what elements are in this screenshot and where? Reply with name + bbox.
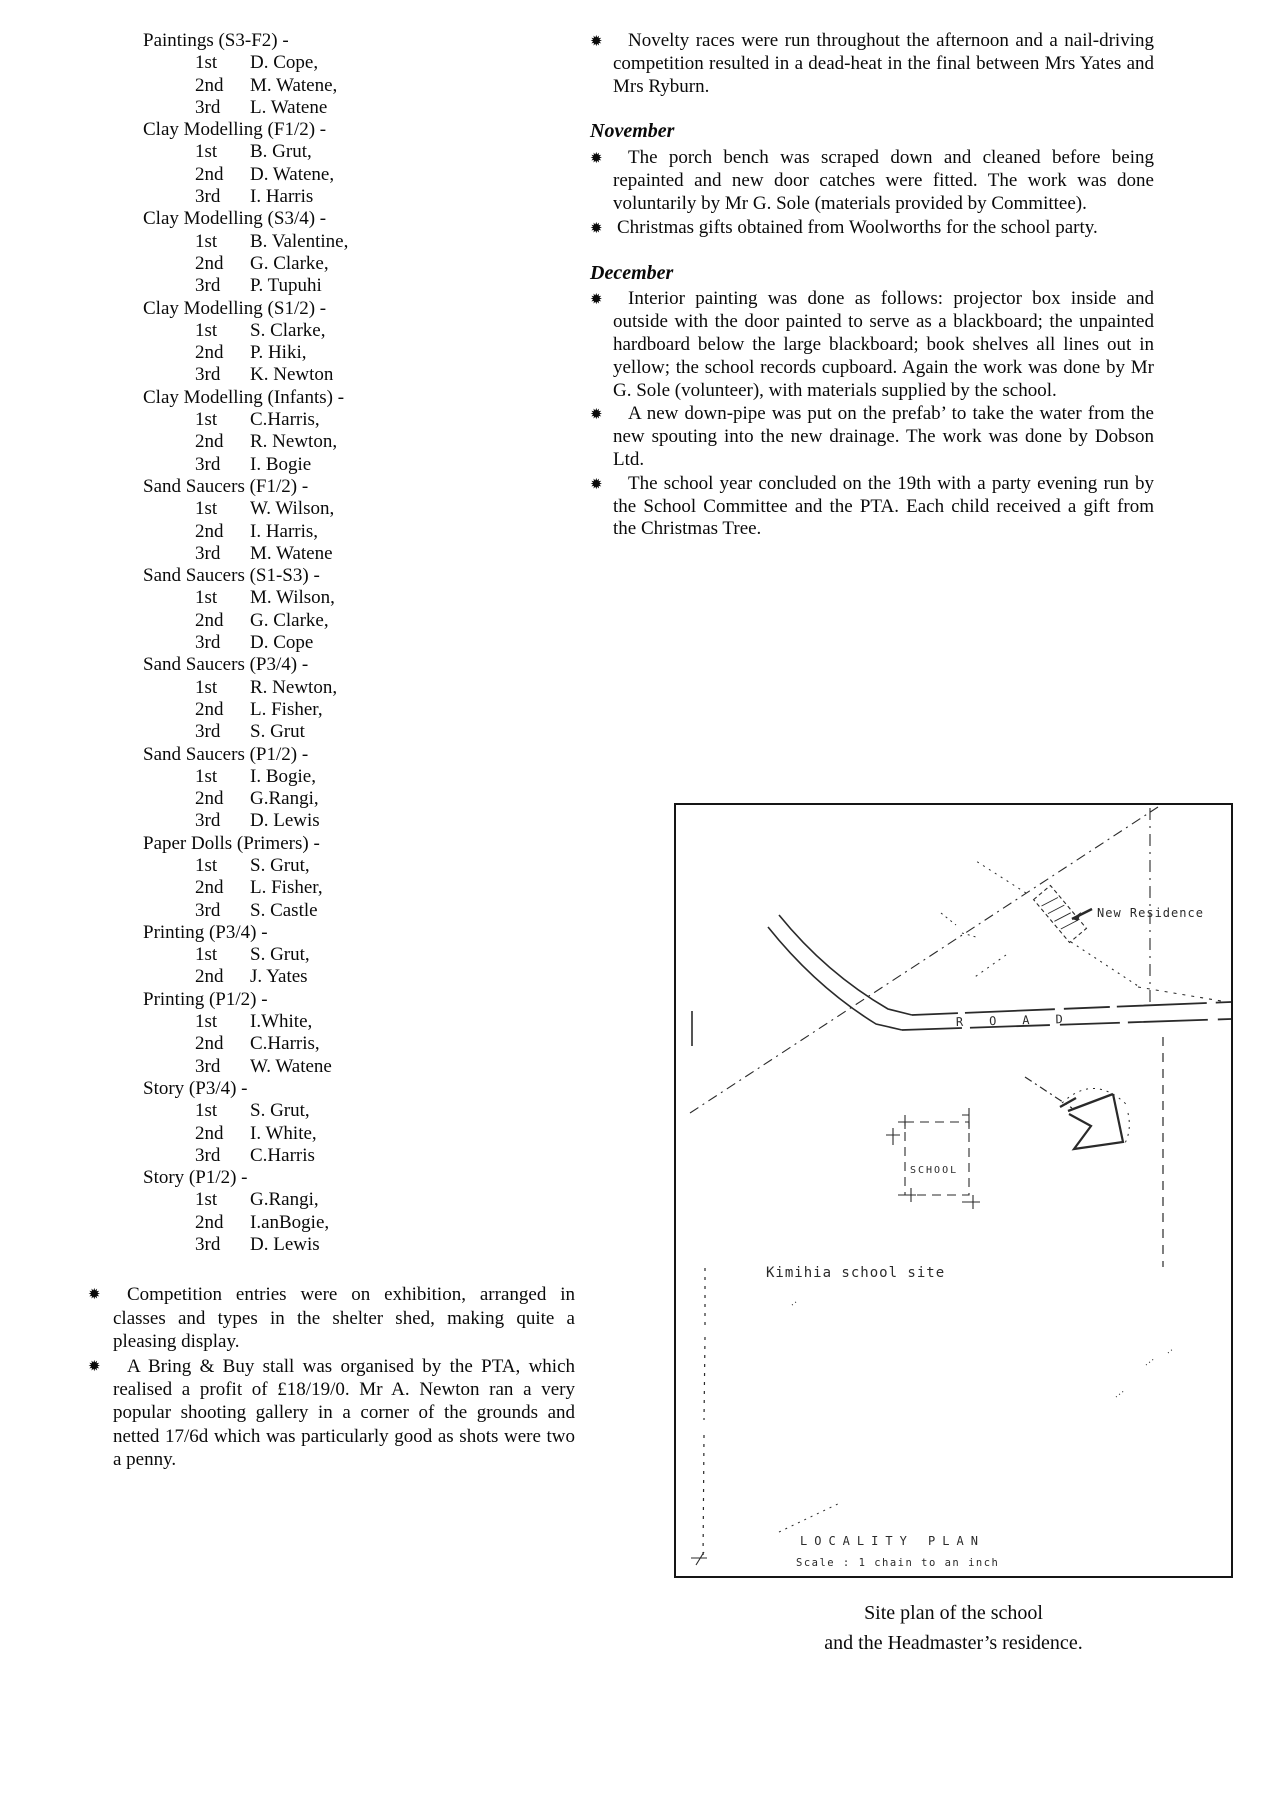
north-arrow: [1025, 1077, 1129, 1149]
result-category: [143, 1167, 580, 1256]
place-position: 1st: [195, 587, 218, 609]
place-row: [143, 521, 580, 543]
place-position: 2nd: [195, 1033, 224, 1055]
place-name: J. Yates: [250, 966, 308, 988]
place-name: I.White,: [250, 1011, 313, 1033]
result-category: [143, 208, 580, 297]
bullet-item: [590, 30, 1260, 98]
left-boundary-dots: [703, 1268, 705, 1560]
bullet-text: The porch bench was scraped down and cleaned before being repainted and new door catches were fitted. The work was done voluntarily by Mr G. Sole (materials provided by Committee).: [613, 147, 1154, 214]
result-category: [143, 119, 580, 208]
place-position: 1st: [195, 319, 218, 341]
place-position: 2nd: [195, 163, 224, 185]
place-name: D. Cope,: [250, 52, 319, 74]
place-row: [143, 966, 580, 988]
place-row: [143, 186, 580, 208]
label-new-residence: New Residence: [1097, 906, 1204, 920]
place-position: 3rd: [195, 364, 221, 386]
place-position: 3rd: [195, 1234, 221, 1256]
survey-mark-lines: [941, 913, 976, 937]
place-position: 2nd: [195, 877, 224, 899]
place-row: [143, 1011, 580, 1033]
bullet-item: [88, 1355, 580, 1471]
residence-fan-line-3: [976, 861, 1026, 893]
place-row: [143, 810, 580, 832]
place-position: 3rd: [195, 453, 221, 475]
place-position: 3rd: [195, 96, 221, 118]
place-row: [143, 231, 580, 253]
bullet-text: Interior painting was done as follows: projector box inside and outside with the door painted to serve as a blackboard; the unpainted hardboard below the large blackboard; book shelves all lines out in yellow; the school records cupboard. Again the work was done by Mr G. Sole (volunteer), with materials supplied by the school.: [613, 288, 1154, 401]
place-row: [143, 364, 580, 386]
boundary-line: [690, 807, 1158, 1113]
school-outline: [886, 1108, 980, 1209]
bullet-star-icon: ✹: [590, 405, 603, 424]
place-row: [143, 253, 580, 275]
bullet-star-icon: ✹: [590, 149, 603, 168]
place-name: L. Fisher,: [250, 698, 323, 720]
place-row: [143, 320, 580, 342]
place-position: 1st: [195, 676, 218, 698]
result-category: [143, 565, 580, 654]
place-row: [143, 1189, 580, 1211]
place-position: 3rd: [195, 1144, 221, 1166]
category-title: Sand Saucers (S1-S3) -: [143, 565, 320, 587]
place-name: C.Harris,: [250, 1033, 320, 1055]
bullet-item: [590, 147, 1260, 215]
result-category: [143, 744, 580, 833]
place-row: [143, 141, 580, 163]
survey-dots: [792, 1302, 1174, 1397]
place-name: G. Clarke,: [250, 252, 329, 274]
place-row: [143, 275, 580, 297]
place-position: 2nd: [195, 431, 224, 453]
place-name: I. White,: [250, 1122, 317, 1144]
place-position: 1st: [195, 1100, 218, 1122]
plan-title-dots: [779, 1502, 842, 1532]
place-name: K. Newton: [250, 364, 334, 386]
results-list: [88, 30, 580, 1256]
place-row: [143, 721, 580, 743]
place-name: P. Tupuhi: [250, 275, 322, 297]
result-category: [143, 989, 580, 1078]
place-position: 3rd: [195, 810, 221, 832]
result-category: [143, 654, 580, 743]
result-category: [143, 30, 580, 119]
place-name: P. Hiki,: [250, 342, 307, 364]
place-row: [143, 454, 580, 476]
place-position: 2nd: [195, 342, 224, 364]
place-row: [143, 431, 580, 453]
category-title: Clay Modelling (F1/2) -: [143, 119, 327, 141]
bullet-star-icon: ✹: [590, 218, 603, 237]
road-line-upper: [779, 915, 912, 1015]
caption-line-1: Site plan of the school: [864, 1602, 1043, 1624]
place-position: 3rd: [195, 899, 221, 921]
category-title: Clay Modelling (Infants) -: [143, 386, 345, 408]
right-column-flow: [590, 30, 1260, 542]
place-name: L. Watene: [250, 96, 328, 118]
place-row: [143, 1123, 580, 1145]
place-position: 2nd: [195, 1122, 224, 1144]
left-column: [88, 30, 580, 1473]
place-name: G.Rangi,: [250, 1189, 319, 1211]
place-row: [143, 877, 580, 899]
section-heading: December: [590, 261, 674, 284]
place-position: 3rd: [195, 1055, 221, 1077]
place-name: I. Bogie: [250, 453, 312, 475]
label-plan-title: LOCALITY PLAN: [800, 1534, 985, 1548]
place-name: D. Cope: [250, 632, 314, 654]
bullet-item: [88, 1283, 580, 1353]
result-category: [143, 1078, 580, 1167]
place-name: S. Castle: [250, 899, 318, 921]
result-category: [143, 476, 580, 565]
place-name: D. Lewis: [250, 1234, 320, 1256]
place-row: [143, 1145, 580, 1167]
place-name: M. Watene: [250, 542, 333, 564]
bullet-star-icon: ✹: [590, 474, 603, 493]
place-name: S. Clarke,: [250, 319, 326, 341]
place-name: D. Lewis: [250, 810, 320, 832]
place-name: I.anBogie,: [250, 1211, 330, 1233]
place-name: I. Harris: [250, 186, 314, 208]
place-position: 2nd: [195, 788, 224, 810]
figure-box: [674, 803, 1233, 1578]
bullet-star-icon: ✹: [88, 1356, 101, 1375]
place-position: 1st: [195, 230, 218, 252]
category-title: Paper Dolls (Primers) -: [143, 832, 320, 854]
left-bullets: [88, 1283, 580, 1471]
bullet-item: [590, 217, 1260, 240]
place-position: 1st: [195, 409, 218, 431]
place-position: 3rd: [195, 632, 221, 654]
bullet-text: A new down-pipe was put on the prefab’ to take the water from the new spouting into the new drainage. The work was done by Dobson Ltd.: [613, 403, 1154, 470]
place-row: [143, 1212, 580, 1234]
place-name: S. Grut,: [250, 854, 310, 876]
category-title: Printing (P3/4) -: [143, 921, 268, 943]
place-row: [143, 409, 580, 431]
figure-caption: [674, 1598, 1233, 1658]
place-name: M. Wilson,: [250, 587, 335, 609]
place-name: I. Bogie,: [250, 765, 316, 787]
place-name: W. Wilson,: [250, 498, 335, 520]
result-category: [143, 387, 580, 476]
category-title: Printing (P1/2) -: [143, 988, 268, 1010]
bullet-text: The school year concluded on the 19th with a party evening run by the School Committee and the PTA. Each child received a gift from the Christmas Tree.: [613, 472, 1154, 540]
residence-fan-line-4: [972, 955, 1006, 979]
place-name: C.Harris: [250, 1144, 315, 1166]
category-title: Clay Modelling (S3/4) -: [143, 208, 327, 230]
place-row: [143, 699, 580, 721]
place-name: B. Grut,: [250, 141, 312, 163]
place-row: [143, 543, 580, 565]
bullet-item: [590, 288, 1260, 402]
place-position: 3rd: [195, 275, 221, 297]
bullet-text: A Bring & Buy stall was organised by the PTA, which realised a profit of £18/19/0. Mr A. Newton ran a very popular shooting gallery in a corner of the grounds and netted 17/6d which was particularly good as shots were two a penny.: [113, 1355, 575, 1470]
residence-fan-line-1: [1071, 942, 1138, 986]
place-position: 1st: [195, 765, 218, 787]
bullet-text: Competition entries were on exhibition, arranged in classes and types in the shelter shed, making quite a pleasing display.: [113, 1284, 575, 1352]
place-row: [143, 1056, 580, 1078]
site-plan-svg: [676, 805, 1231, 1576]
category-title: Sand Saucers (P1/2) -: [143, 743, 309, 765]
bullet-item: [590, 403, 1260, 471]
label-school-site: Kimihia school site: [766, 1265, 946, 1281]
place-position: 3rd: [195, 542, 221, 564]
place-position: 1st: [195, 141, 218, 163]
place-name: G.Rangi,: [250, 788, 319, 810]
place-row: [143, 498, 580, 520]
road-line-lower: [768, 927, 902, 1030]
place-row: [143, 342, 580, 364]
place-position: 3rd: [195, 186, 221, 208]
bullet-item: [590, 473, 1260, 541]
place-position: 1st: [195, 1011, 218, 1033]
caption-line-2: and the Headmaster’s residence.: [824, 1632, 1083, 1654]
place-row: [143, 610, 580, 632]
bullet-star-icon: ✹: [590, 32, 603, 50]
result-category: [143, 298, 580, 387]
place-position: 1st: [195, 1189, 218, 1211]
place-row: [143, 75, 580, 97]
place-position: 2nd: [195, 520, 224, 542]
section-heading: November: [590, 120, 675, 143]
place-position: 3rd: [195, 721, 221, 743]
result-category: [143, 922, 580, 989]
place-position: 1st: [195, 854, 218, 876]
place-row: [143, 97, 580, 119]
label-school: SCHOOL: [910, 1165, 959, 1176]
place-name: S. Grut,: [250, 1100, 310, 1122]
place-position: 2nd: [195, 609, 224, 631]
bullet-text: Novelty races were run throughout the afternoon and a nail-driving competition resulted in a dead-heat in the final between Mrs Yates and Mrs Ryburn.: [613, 30, 1154, 97]
place-name: I. Harris,: [250, 520, 319, 542]
place-name: R. Newton,: [250, 676, 338, 698]
place-position: 2nd: [195, 1211, 224, 1233]
category-title: Sand Saucers (F1/2) -: [143, 475, 309, 497]
place-position: 2nd: [195, 966, 224, 988]
place-row: [143, 855, 580, 877]
place-position: 1st: [195, 498, 218, 520]
category-title: Story (P1/2) -: [143, 1167, 248, 1189]
place-name: S. Grut,: [250, 944, 310, 966]
place-name: B. Valentine,: [250, 230, 349, 252]
category-title: Sand Saucers (P3/4) -: [143, 654, 309, 676]
place-name: R. Newton,: [250, 431, 338, 453]
place-name: C.Harris,: [250, 409, 320, 431]
place-name: W. Watene: [250, 1055, 332, 1077]
category-title: Paintings (S3-F2) -: [143, 30, 289, 51]
place-row: [143, 1100, 580, 1122]
place-row: [143, 788, 580, 810]
place-row: [143, 677, 580, 699]
label-road: ROAD: [955, 1011, 1089, 1029]
place-row: [143, 164, 580, 186]
place-name: L. Fisher,: [250, 877, 323, 899]
place-name: G. Clarke,: [250, 609, 329, 631]
result-category: [143, 833, 580, 922]
place-row: [143, 900, 580, 922]
bullet-text: Christmas gifts obtained from Woolworths for the school party.: [617, 216, 1098, 238]
place-row: [143, 52, 580, 74]
place-row: [143, 632, 580, 654]
place-position: 1st: [195, 52, 218, 74]
place-row: [143, 944, 580, 966]
place-position: 2nd: [195, 74, 224, 96]
category-title: Clay Modelling (S1/2) -: [143, 297, 327, 319]
place-row: [143, 1033, 580, 1055]
place-row: [143, 1234, 580, 1256]
place-row: [143, 766, 580, 788]
left-boundary-cross: [691, 1552, 707, 1565]
bullet-star-icon: ✹: [590, 290, 603, 309]
place-name: M. Watene,: [250, 74, 338, 96]
place-position: 1st: [195, 944, 218, 966]
place-row: [143, 587, 580, 609]
place-position: 2nd: [195, 252, 224, 274]
place-name: S. Grut: [250, 721, 305, 743]
bullet-star-icon: ✹: [88, 1285, 101, 1304]
label-plan-scale: Scale : 1 chain to an inch: [796, 1557, 1000, 1569]
place-name: D. Watene,: [250, 163, 335, 185]
category-title: Story (P3/4) -: [143, 1077, 248, 1099]
place-position: 2nd: [195, 698, 224, 720]
